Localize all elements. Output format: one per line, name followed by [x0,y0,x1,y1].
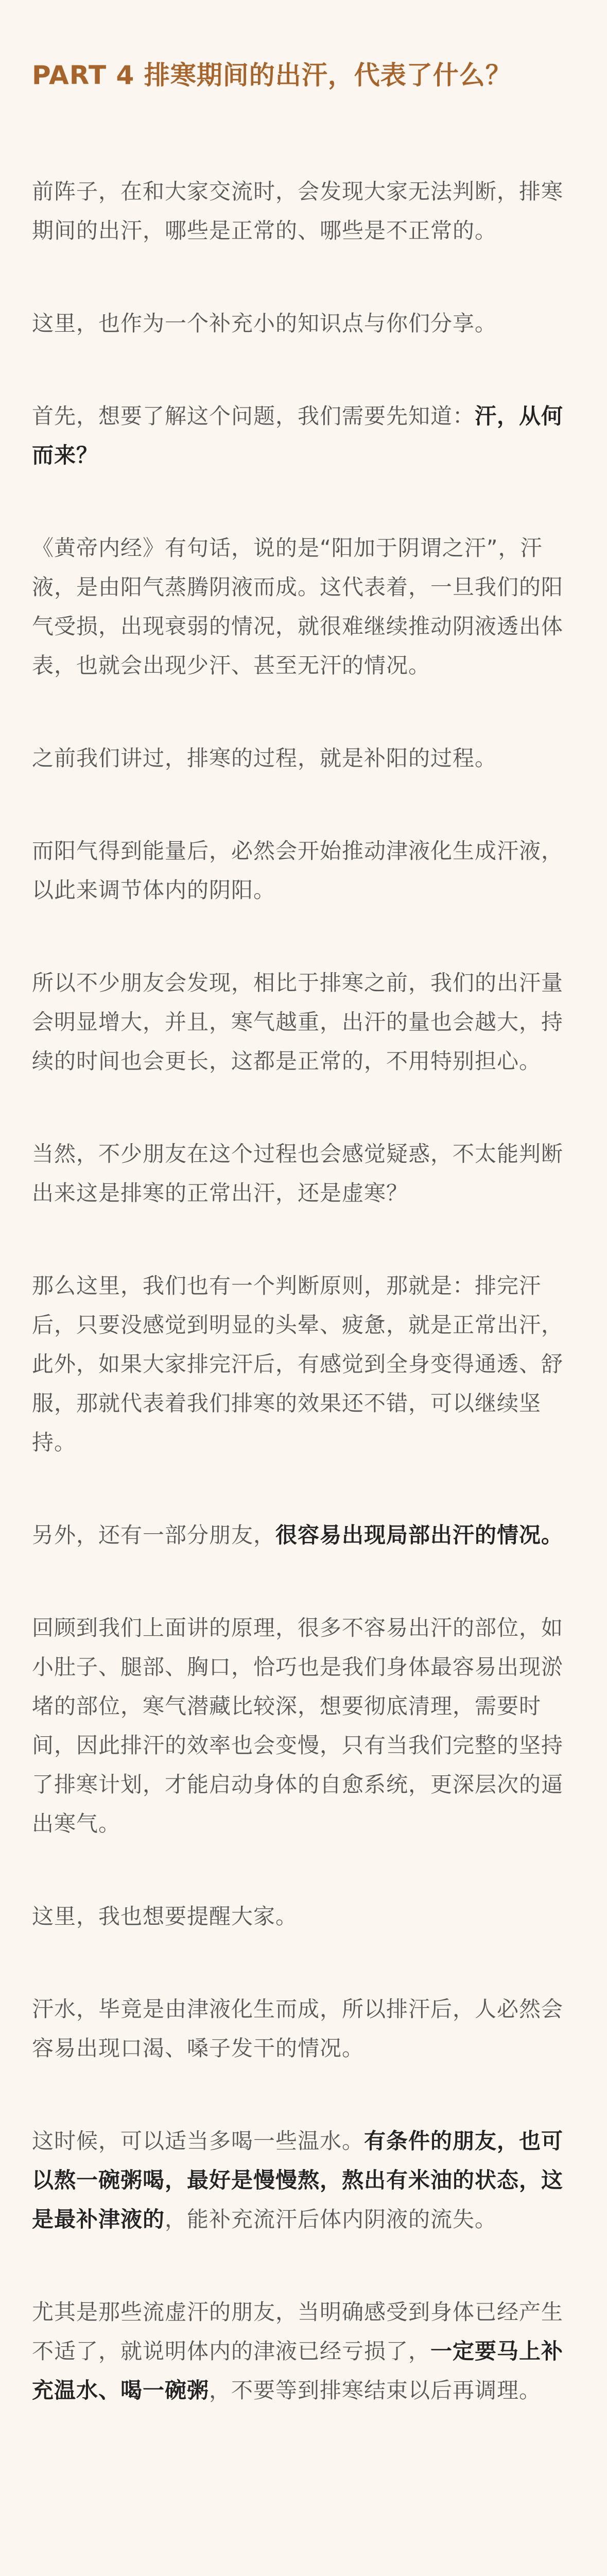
emphasis-text: 有条件的朋友，也可以熬一碗粥喝，最好是慢慢熬，熬出有米油的状态，这是最补津液的 [32,2128,564,2232]
paragraph-text: 之前我们讲过，排寒的过程，就是补阳的过程。 [32,745,497,771]
section-title: PART 4 排寒期间的出汗，代表了什么？ [32,60,512,90]
paragraph [32,1134,575,1213]
emphasis-text: 汗，从何而来？ [32,403,564,468]
paragraph-text: 首先，想要了解这个问题，我们需要先知道： [32,403,475,429]
paragraph [32,1516,575,1555]
paragraph-text: 回顾到我们上面讲的原理，很多不容易出汗的部位，如小肚子、腿部、胸口，恰巧也是我们身体最容易出现淤堵的部位，寒气潜藏比较深，想要彻底清理，需要时间，因此排汗的效率也会变慢，只有当我们完整的坚持了排寒计划，才能启动身体的自愈系统，更深层次的逼出寒气。 [32,1615,564,1836]
paragraph [32,739,575,778]
paragraph [32,2122,575,2239]
paragraph-text: ，能补充流汗后体内阴液的流失。 [165,2207,497,2232]
paragraph [32,2293,575,2410]
paragraph-text: 所以不少朋友会发现，相比于排寒之前，我们的出汗量会明显增大，并且，寒气越重，出汗的量也会越大，持续的时间也会更长，这都是正常的，不用特别担心。 [32,970,564,1074]
paragraph-text: 汗水，毕竟是由津液化生而成，所以排汗后，人必然会容易出现口渴、嗓子发干的情况。 [32,1996,564,2061]
paragraph [32,1897,575,1936]
paragraph-text: 当然，不少朋友在这个过程也会感觉疑惑，不太能判断出来这是排寒的正常出汗，还是虚寒？ [32,1141,564,1206]
paragraph-text: 尤其是那些流虚汗的朋友，当明确感受到身体已经产生不适了，就说明体内的津液已经亏损了， [32,2299,564,2364]
paragraph [32,529,575,685]
paragraph-text: 这时候，可以适当多喝一些温水。 [32,2128,365,2154]
paragraph [32,1608,575,1843]
paragraph [32,963,575,1081]
emphasis-text: 一定要马上补充温水、喝一碗粥 [32,2338,564,2403]
paragraph-text: 那么这里，我们也有一个判断原则，那就是：排完汗后，只要没感觉到明显的头晕、疲惫，就是正常出汗，此外，如果大家排完汗后，有感觉到全身变得通透、舒服，那就代表着我们排寒的效果还不错，可以继续坚持。 [32,1273,564,1455]
paragraph-text: 另外，还有一部分朋友， [32,1522,276,1548]
paragraph [32,304,575,343]
paragraph [32,1990,575,2068]
paragraph-text: 《黄帝内经》有句话，说的是“阳加于阴谓之汗”，汗液，是由阳气蒸腾阴液而成。这代表着，一旦我们的阳气受损，出现衰弱的情况，就很难继续推动阴液透出体表，也就会出现少汗、甚至无汗的情况。 [32,535,564,678]
paragraph [32,172,575,250]
paragraph [32,1266,575,1462]
article-body [32,172,575,2410]
paragraph-text: 这里，我也想要提醒大家。 [32,1904,298,1929]
paragraph-text: 这里，也作为一个补充小的知识点与你们分享。 [32,311,497,336]
paragraph-text: 而阳气得到能量后，必然会开始推动津液化生成汗液，以此来调节体内的阴阳。 [32,838,564,903]
paragraph [32,397,575,475]
paragraph-text: ，不要等到排寒结束以后再调理。 [209,2378,542,2403]
emphasis-text: 很容易出现局部出汗的情况。 [275,1522,564,1548]
paragraph-text: 前阵子，在和大家交流时，会发现大家无法判断，排寒期间的出汗，哪些是正常的、哪些是不正常的。 [32,179,564,243]
paragraph [32,832,575,910]
